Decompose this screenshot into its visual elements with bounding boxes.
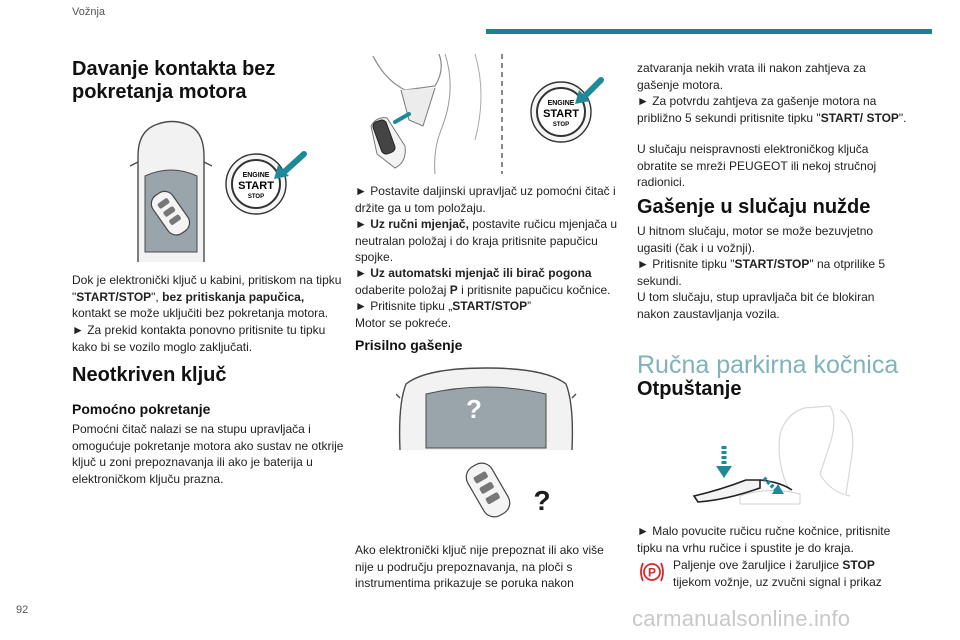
key-not-found-illustration bbox=[396, 364, 586, 530]
key-not-recognised-paragraph: Ako elektronički ključ nije prepoznat ili ako više nije u području prepoznavanja, na ploči s instrumentima prikazuje se poruka nakon bbox=[355, 543, 604, 590]
key-fob-icon bbox=[462, 459, 514, 521]
svg-text:START: START bbox=[543, 108, 579, 120]
warning-lamp-paragraph: Paljenje ove žaruljice i žaruljice STOP tijekom vožnje, uz zvučni signal i prikaz bbox=[673, 558, 882, 589]
keyless-step: ► Za prekid kontakta ponovno pritisnite tu tipku kako bi se vozilo moglo zaključati. bbox=[72, 323, 326, 354]
confirm-shutdown-step: ► Za potvrdu zahtjeva za gašenje motora na približno 5 sekundi pritisnite tipku "START/ STOP". bbox=[637, 94, 907, 125]
emergency-step: ► Pritisnite tipku "START/STOP" na otprilike 5 sekundi. bbox=[637, 257, 886, 288]
svg-text:P: P bbox=[647, 565, 657, 580]
header-accent-bar bbox=[486, 29, 932, 34]
step-press-start: ► Pritisnite tipku „START/STOP” bbox=[355, 299, 532, 313]
engine-starts-text: Motor se pokreće. bbox=[355, 316, 452, 330]
emergency-paragraph: U hitnom slučaju, motor se može bezuvjetno ugasiti (čak i u vožnji). bbox=[637, 224, 874, 255]
title-release: Otpuštanje bbox=[637, 378, 742, 400]
engine-button-line3: STOP bbox=[247, 194, 265, 200]
lift-arrow-icon bbox=[716, 446, 732, 478]
keyless-paragraph: Dok je elektronički ključ u kabini, pritiskom na tipku "START/STOP", bez pritiskanja papučica, kontakt se može uključiti bez pokretanja motora. bbox=[72, 273, 342, 320]
backup-reader-illustration bbox=[365, 50, 627, 176]
svg-text:STOP: STOP bbox=[552, 122, 570, 128]
svg-text:ENGINE: ENGINE bbox=[547, 100, 575, 107]
hand-with-key-icon bbox=[371, 114, 409, 168]
title-key-not-detected: Neotkriven ključ bbox=[72, 364, 227, 386]
keyless-ignition-illustration bbox=[98, 116, 328, 264]
step-automatic-gearbox: ► Uz automatski mjenjač ili birač pogona odaberite položaj P i pritisnite papučicu kočnice. bbox=[355, 266, 611, 297]
step-place-key: ► Postavite daljinski upravljač uz pomoćni čitač i držite ga u tom položaju. bbox=[355, 184, 616, 215]
engine-button-line2: START bbox=[238, 180, 274, 192]
page-number: 92 bbox=[16, 604, 29, 616]
subtitle-backup-start: Pomoćno pokretanje bbox=[72, 401, 211, 417]
engine-start-stop-button-icon bbox=[531, 82, 591, 142]
question-mark-icon: ? bbox=[466, 394, 482, 424]
title-emergency-shutdown: Gašenje u slučaju nužde bbox=[637, 196, 871, 218]
subtitle-forced-shutdown: Prisilno gašenje bbox=[355, 337, 463, 353]
handbrake-release-illustration bbox=[680, 404, 890, 508]
release-step: ► Malo povucite ručicu ručne kočnice, pritisnite tipku na vrhu ručice i spustite je do kraja. bbox=[637, 524, 891, 555]
title-handbrake: Ručna parkirna kočnica bbox=[637, 350, 899, 379]
press-arrow-icon bbox=[575, 80, 601, 104]
parking-brake-warning-icon bbox=[638, 559, 666, 585]
section-label: Vožnja bbox=[72, 6, 106, 18]
engine-button-line1: ENGINE bbox=[242, 172, 270, 179]
car-top-view-icon bbox=[130, 122, 212, 263]
title-keyless-ignition: Davanje kontakta bez pokretanja motora bbox=[72, 58, 276, 103]
step-manual-gearbox: ► Uz ručni mjenjač, postavite ručicu mjenjača u neutralan položaj i do kraja pritisnite papučicu spojke. bbox=[355, 217, 617, 264]
continuation-paragraph: zatvaranja nekih vrata ili nakon zahtjeva za gašenje motora. bbox=[637, 61, 866, 92]
engine-start-stop-button-icon bbox=[226, 154, 286, 214]
car-top-view-icon bbox=[396, 368, 576, 450]
question-mark-icon: ? bbox=[533, 485, 551, 516]
backup-start-paragraph: Pomoćni čitač nalazi se na stupu upravljača i omogućuje pokretanje motora ako sustav ne otkrije ključ u zoni prepoznavanja ili ako je baterija u elektroničkom ključu prazna. bbox=[72, 422, 344, 486]
key-fault-paragraph: U slučaju neispravnosti elektroničkog ključa obratite se mreži PEUGEOT ili nekoj stručnoj radionici. bbox=[637, 142, 877, 189]
watermark: carmanualsonline.info bbox=[632, 606, 851, 631]
steering-lock-paragraph: U tom slučaju, stup upravljača bit će blokiran nakon zaustavljanja vozila. bbox=[637, 290, 875, 321]
press-arrow-icon bbox=[274, 154, 304, 179]
